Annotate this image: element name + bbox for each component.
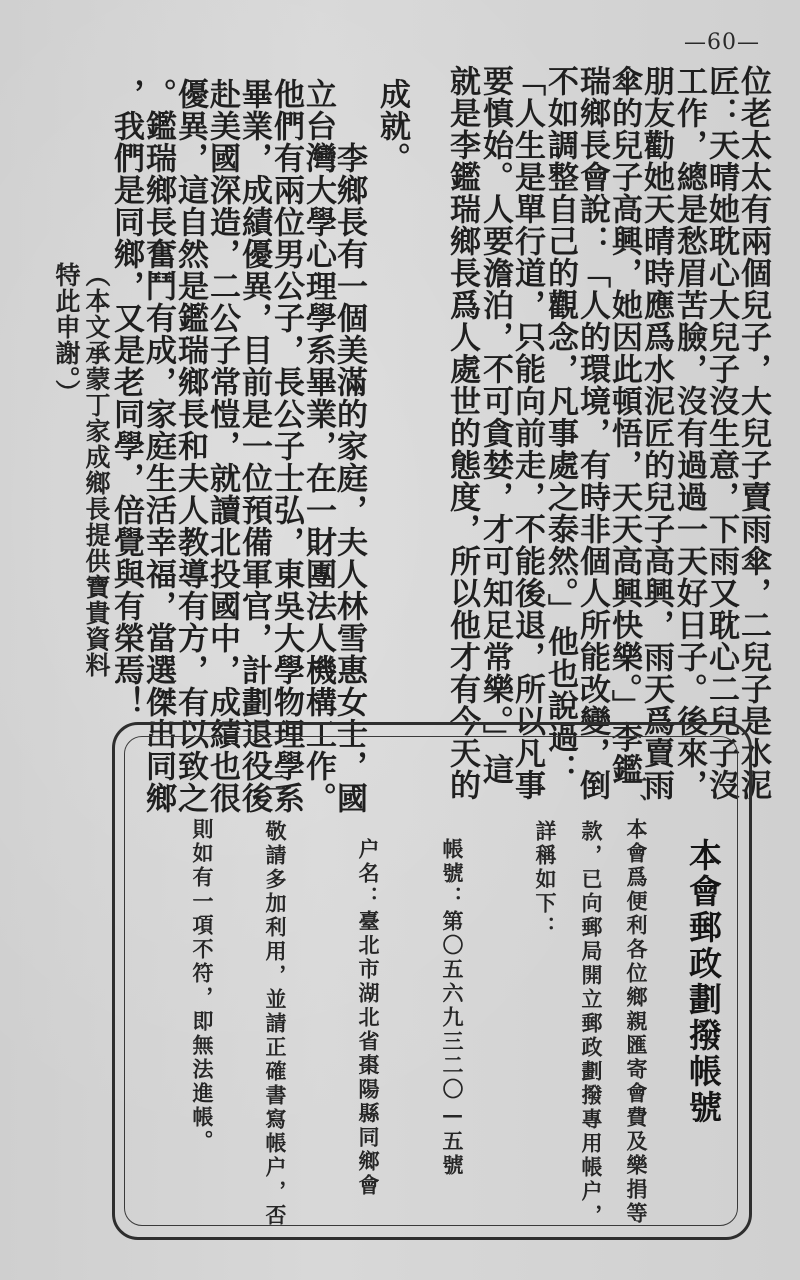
page-number: —60— bbox=[684, 30, 760, 55]
article-column-8: 「人生是單行道，只能向前走，不能後退，所以凡事 bbox=[509, 65, 545, 801]
article-column-19: ，我們是同鄉，又是老同學，倍覺與有榮焉！ bbox=[108, 78, 144, 718]
article-column-12: 李鄉長有一個美滿的家庭，夫人林雪惠女士，國 bbox=[331, 78, 367, 814]
notice-line-3: 詳稱如下： bbox=[533, 820, 558, 940]
article-column-3: 工作，總是愁眉苦臉，沒有過過一天好日子。後來， bbox=[671, 65, 707, 801]
notice-line-7: 則如有一項不符，即無法進帳。 bbox=[190, 818, 215, 1154]
article-column-2: 匠：天晴她耽心大兒子沒生意，下雨又耽心二兒子沒 bbox=[703, 65, 739, 801]
article-column-16: 赴美國深造，二公子常愷，就讀北投國中，成績也很 bbox=[204, 78, 240, 814]
notice-line-1: 一、本會爲便利各位鄉親匯寄會費及樂捐等 bbox=[624, 770, 649, 1226]
article-column-6: 瑞鄉長會說：「人的環境，有時非個人所能改變，倒 bbox=[574, 65, 610, 801]
article-column-14: 他們有兩位男公子，長公子士弘，東吳大學物理學系 bbox=[268, 78, 304, 814]
article-column-17: 優異，這自然是鑑瑞鄉長和夫人教導有方，有以致之 bbox=[172, 78, 208, 814]
notice-title: 本會郵政劃撥帳號 bbox=[684, 838, 723, 1126]
article-column-1: 位老太太有兩個兒子，大兒子賣雨傘，二兒子是水泥 bbox=[735, 65, 771, 801]
acknowledgement-line-1: （本文承蒙丁家成鄉長提供寶貴資料 bbox=[82, 262, 111, 678]
article-column-4: 朋友勸她天晴時應爲水泥匠的兒子高興，雨天爲賣雨 bbox=[638, 65, 674, 801]
article-column-5: 傘的兒子高興，她因此頓悟，天天高興快樂。」李鑑 bbox=[606, 65, 642, 786]
acknowledgement-line-2: 特此申謝。） bbox=[52, 262, 81, 406]
article-column-7: 不如調整自己的觀念，凡事處之泰然。」他也說過： bbox=[542, 65, 578, 786]
notice-line-5: 户名：臺北市湖北省棗陽縣同鄉會 bbox=[356, 838, 381, 1198]
article-column-11: 成就。 bbox=[374, 78, 410, 174]
article-column-10: 就是李鑑瑞鄉長爲人處世的態度，所以他才有今天的 bbox=[444, 65, 480, 801]
article-column-18: 。鑑瑞鄉長奮鬥有成，家庭生活幸福，當選傑出同鄉 bbox=[140, 78, 176, 814]
article-column-13: 立台灣大學心理學系畢業，在一財團法人機構工作。 bbox=[300, 78, 336, 814]
notice-line-6: 二、敬請多加利用，並請正確書寫帳户，否 bbox=[263, 772, 288, 1228]
notice-line-2: 款，已向郵局開立郵政劃撥專用帳户， bbox=[579, 820, 604, 1228]
article-column-9: 要慎始。人要澹泊，不可貪婪，才可知足常樂。」這 bbox=[477, 65, 513, 786]
notice-line-4: 帳號：第〇五六九三二〇—五號 bbox=[440, 838, 465, 1178]
article-column-15: 畢業，成績優異，目前是一位預備軍官，計劃退役後 bbox=[236, 78, 272, 814]
